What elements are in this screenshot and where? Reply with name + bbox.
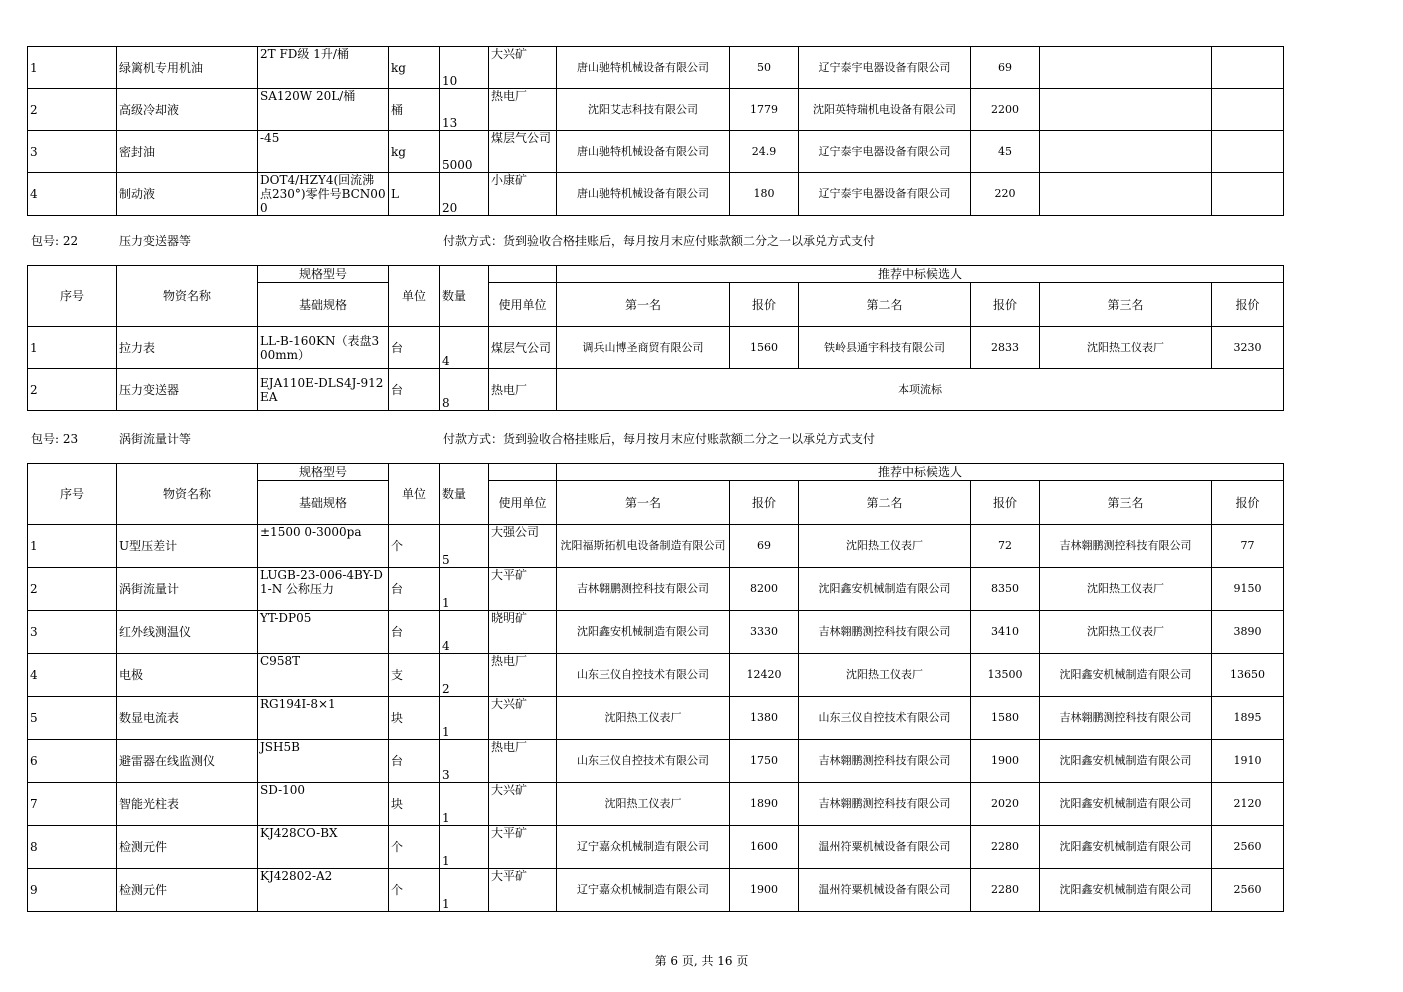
row-second: 沈阳英特瑞机电设备有限公司 xyxy=(799,89,971,131)
row-second: 沈阳鑫安机械制造有限公司 xyxy=(799,568,971,611)
row-price-3 xyxy=(1212,89,1284,131)
row-third: 吉林翱鹏测控科技有限公司 xyxy=(1040,697,1212,740)
header-no: 序号 xyxy=(28,266,117,327)
row-first: 辽宁嘉众机械制造有限公司 xyxy=(557,869,730,912)
row-no: 2 xyxy=(28,89,117,131)
row-spec: LUGB-23-006-4BY-D1-N 公称压力 xyxy=(258,568,389,611)
row-second: 铁岭县通宇科技有限公司 xyxy=(799,327,971,369)
row-user: 热电厂 xyxy=(489,654,557,697)
header-third: 第三名 xyxy=(1040,481,1212,525)
package-22-name: 压力变送器等 xyxy=(119,234,192,248)
row-no: 1 xyxy=(28,327,117,369)
row-first: 唐山驰特机械设备有限公司 xyxy=(557,47,730,89)
row-first: 唐山驰特机械设备有限公司 xyxy=(557,173,730,216)
row-second: 辽宁泰宇电器设备有限公司 xyxy=(799,47,971,89)
row-first: 沈阳福斯拓机电设备制造有限公司 xyxy=(557,525,730,568)
row-user: 热电厂 xyxy=(489,369,557,411)
row-price-3: 1895 xyxy=(1212,697,1284,740)
row-unit: 支 xyxy=(389,654,440,697)
header-no: 序号 xyxy=(28,464,117,525)
items-table-1 xyxy=(27,46,1284,216)
header-first: 第一名 xyxy=(557,481,730,525)
table-row xyxy=(28,611,1284,654)
row-first: 沈阳艾志科技有限公司 xyxy=(557,89,730,131)
row-third: 沈阳鑫安机械制造有限公司 xyxy=(1040,826,1212,869)
row-price-2: 72 xyxy=(971,525,1040,568)
row-second: 辽宁泰宇电器设备有限公司 xyxy=(799,131,971,173)
row-name: 高级冷却液 xyxy=(117,89,258,131)
header-price-1: 报价 xyxy=(730,481,799,525)
row-first: 辽宁嘉众机械制造有限公司 xyxy=(557,826,730,869)
row-merged-status: 本项流标 xyxy=(557,369,1284,411)
header-blank xyxy=(489,266,557,283)
row-unit: 台 xyxy=(389,568,440,611)
row-price-2: 45 xyxy=(971,131,1040,173)
row-qty: 2 xyxy=(440,654,489,697)
header-user: 使用单位 xyxy=(489,481,557,525)
row-qty: 5 xyxy=(440,525,489,568)
table-row xyxy=(28,89,1284,131)
row-spec: KJ42802-A2 xyxy=(258,869,389,912)
row-user: 大平矿 xyxy=(489,826,557,869)
header-price-3: 报价 xyxy=(1212,481,1284,525)
row-price-2: 1900 xyxy=(971,740,1040,783)
header-price-3: 报价 xyxy=(1212,283,1284,327)
row-third: 沈阳热工仪表厂 xyxy=(1040,327,1212,369)
row-user: 热电厂 xyxy=(489,740,557,783)
row-user: 煤层气公司 xyxy=(489,131,557,173)
row-price-1: 1600 xyxy=(730,826,799,869)
row-price-2: 2280 xyxy=(971,869,1040,912)
row-user: 晓明矿 xyxy=(489,611,557,654)
row-no: 4 xyxy=(28,654,117,697)
table-row xyxy=(28,783,1284,826)
row-spec: C958T xyxy=(258,654,389,697)
row-qty: 3 xyxy=(440,740,489,783)
row-price-2: 2280 xyxy=(971,826,1040,869)
row-price-3: 3230 xyxy=(1212,327,1284,369)
table-row xyxy=(28,568,1284,611)
row-price-2: 3410 xyxy=(971,611,1040,654)
row-name: U型压差计 xyxy=(117,525,258,568)
row-price-2: 2200 xyxy=(971,89,1040,131)
row-price-3: 9150 xyxy=(1212,568,1284,611)
row-second: 吉林翱鹏测控科技有限公司 xyxy=(799,783,971,826)
row-no: 9 xyxy=(28,869,117,912)
header-third: 第三名 xyxy=(1040,283,1212,327)
table-row xyxy=(28,654,1284,697)
row-spec: DOT4/HZY4(回流沸点230°)零件号BCN000 xyxy=(258,173,389,216)
table-row xyxy=(28,47,1284,89)
row-spec: -45 xyxy=(258,131,389,173)
row-qty: 13 xyxy=(440,89,489,131)
row-second: 温州符粟机械设备有限公司 xyxy=(799,869,971,912)
row-name: 检测元件 xyxy=(117,869,258,912)
row-second: 沈阳热工仪表厂 xyxy=(799,654,971,697)
row-qty: 20 xyxy=(440,173,489,216)
row-price-1: 1750 xyxy=(730,740,799,783)
header-spec-group: 规格型号 xyxy=(258,266,389,283)
row-no: 2 xyxy=(28,369,117,411)
table-row xyxy=(28,525,1284,568)
row-third xyxy=(1040,47,1212,89)
row-name: 拉力表 xyxy=(117,327,258,369)
row-price-1: 180 xyxy=(730,173,799,216)
row-unit: 个 xyxy=(389,869,440,912)
table-row xyxy=(28,740,1284,783)
row-unit: 块 xyxy=(389,783,440,826)
table-row xyxy=(28,869,1284,912)
header-candidates: 推荐中标候选人 xyxy=(557,464,1284,481)
table-row xyxy=(28,131,1284,173)
header-spec-group: 规格型号 xyxy=(258,464,389,481)
row-second: 温州符粟机械设备有限公司 xyxy=(799,826,971,869)
row-price-2: 1580 xyxy=(971,697,1040,740)
row-spec: LL-B-160KN（表盘300mm） xyxy=(258,327,389,369)
row-unit: 桶 xyxy=(389,89,440,131)
row-no: 8 xyxy=(28,826,117,869)
row-first: 唐山驰特机械设备有限公司 xyxy=(557,131,730,173)
row-name: 涡街流量计 xyxy=(117,568,258,611)
row-qty: 1 xyxy=(440,826,489,869)
row-price-2: 2833 xyxy=(971,327,1040,369)
row-qty: 1 xyxy=(440,697,489,740)
row-qty: 1 xyxy=(440,783,489,826)
package-23-payment: 付款方式：货到验收合格挂账后，每月按月末应付账款额二分之一以承兑方式支付 xyxy=(443,432,876,446)
row-name: 避雷器在线监测仪 xyxy=(117,740,258,783)
header-price-1: 报价 xyxy=(730,283,799,327)
row-price-1: 1900 xyxy=(730,869,799,912)
row-price-2: 2020 xyxy=(971,783,1040,826)
row-no: 3 xyxy=(28,611,117,654)
row-price-3: 13650 xyxy=(1212,654,1284,697)
row-qty: 10 xyxy=(440,47,489,89)
row-unit: 个 xyxy=(389,525,440,568)
row-first: 沈阳热工仪表厂 xyxy=(557,783,730,826)
row-unit: L xyxy=(389,173,440,216)
table-row xyxy=(28,173,1284,216)
row-price-1: 50 xyxy=(730,47,799,89)
header-unit: 单位 xyxy=(389,464,440,525)
row-price-1: 1560 xyxy=(730,327,799,369)
row-user: 大兴矿 xyxy=(489,47,557,89)
header-price-2: 报价 xyxy=(971,283,1040,327)
row-name: 压力变送器 xyxy=(117,369,258,411)
row-price-1: 8200 xyxy=(730,568,799,611)
row-no: 5 xyxy=(28,697,117,740)
row-third xyxy=(1040,173,1212,216)
header-qty: 数量 xyxy=(440,464,489,525)
row-third xyxy=(1040,89,1212,131)
row-first: 沈阳热工仪表厂 xyxy=(557,697,730,740)
row-price-3: 3890 xyxy=(1212,611,1284,654)
row-second: 山东三仪自控技术有限公司 xyxy=(799,697,971,740)
header-blank xyxy=(489,464,557,481)
table-row xyxy=(28,369,1284,411)
row-no: 3 xyxy=(28,131,117,173)
row-name: 智能光柱表 xyxy=(117,783,258,826)
row-unit: 台 xyxy=(389,327,440,369)
row-price-1: 1890 xyxy=(730,783,799,826)
header-price-2: 报价 xyxy=(971,481,1040,525)
row-price-3 xyxy=(1212,131,1284,173)
header-name: 物资名称 xyxy=(117,464,258,525)
row-qty: 8 xyxy=(440,369,489,411)
row-no: 1 xyxy=(28,525,117,568)
header-unit: 单位 xyxy=(389,266,440,327)
row-name: 红外线测温仪 xyxy=(117,611,258,654)
table-row xyxy=(28,826,1284,869)
row-first: 调兵山博圣商贸有限公司 xyxy=(557,327,730,369)
row-no: 2 xyxy=(28,568,117,611)
package-23-name: 涡街流量计等 xyxy=(119,432,192,446)
row-first: 山东三仪自控技术有限公司 xyxy=(557,740,730,783)
row-first: 沈阳鑫安机械制造有限公司 xyxy=(557,611,730,654)
row-third: 沈阳鑫安机械制造有限公司 xyxy=(1040,783,1212,826)
row-spec: YT-DP05 xyxy=(258,611,389,654)
row-user: 大强公司 xyxy=(489,525,557,568)
row-spec: SA120W 20L/桶 xyxy=(258,89,389,131)
row-price-2: 69 xyxy=(971,47,1040,89)
row-unit: 个 xyxy=(389,826,440,869)
row-no: 7 xyxy=(28,783,117,826)
row-name: 电极 xyxy=(117,654,258,697)
row-spec: KJ428CO-BX xyxy=(258,826,389,869)
items-table-2 xyxy=(27,265,1284,411)
row-price-1: 1380 xyxy=(730,697,799,740)
row-user: 大兴矿 xyxy=(489,783,557,826)
table-row xyxy=(28,327,1284,369)
header-second: 第二名 xyxy=(799,283,971,327)
header-second: 第二名 xyxy=(799,481,971,525)
row-user: 热电厂 xyxy=(489,89,557,131)
row-first: 山东三仪自控技术有限公司 xyxy=(557,654,730,697)
row-price-3: 1910 xyxy=(1212,740,1284,783)
header-name: 物资名称 xyxy=(117,266,258,327)
row-qty: 4 xyxy=(440,327,489,369)
row-third xyxy=(1040,131,1212,173)
row-qty: 1 xyxy=(440,869,489,912)
package-22-payment: 付款方式：货到验收合格挂账后，每月按月末应付账款额二分之一以承兑方式支付 xyxy=(443,234,876,248)
row-spec: RG194I-8×1 xyxy=(258,697,389,740)
row-price-2: 8350 xyxy=(971,568,1040,611)
row-unit: 块 xyxy=(389,697,440,740)
row-qty: 5000 xyxy=(440,131,489,173)
row-price-3: 2560 xyxy=(1212,869,1284,912)
row-unit: kg xyxy=(389,47,440,89)
row-name: 制动液 xyxy=(117,173,258,216)
package-22-label: 包号: 22 xyxy=(31,234,79,248)
row-no: 1 xyxy=(28,47,117,89)
row-qty: 4 xyxy=(440,611,489,654)
row-user: 大平矿 xyxy=(489,869,557,912)
page-footer: 第 6 页, 共 16 页 xyxy=(654,954,749,968)
row-price-3 xyxy=(1212,47,1284,89)
row-qty: 1 xyxy=(440,568,489,611)
row-first: 吉林翱鹏测控科技有限公司 xyxy=(557,568,730,611)
row-second: 辽宁泰宇电器设备有限公司 xyxy=(799,173,971,216)
header-candidates: 推荐中标候选人 xyxy=(557,266,1284,283)
row-third: 沈阳鑫安机械制造有限公司 xyxy=(1040,869,1212,912)
row-second: 吉林翱鹏测控科技有限公司 xyxy=(799,740,971,783)
header-qty: 数量 xyxy=(440,266,489,327)
row-price-3: 2120 xyxy=(1212,783,1284,826)
row-price-2: 220 xyxy=(971,173,1040,216)
table-row xyxy=(28,697,1284,740)
row-price-3 xyxy=(1212,173,1284,216)
row-name: 密封油 xyxy=(117,131,258,173)
header-user: 使用单位 xyxy=(489,283,557,327)
row-second: 沈阳热工仪表厂 xyxy=(799,525,971,568)
row-third: 吉林翱鹏测控科技有限公司 xyxy=(1040,525,1212,568)
row-spec: SD-100 xyxy=(258,783,389,826)
row-spec: ±1500 0-3000pa xyxy=(258,525,389,568)
row-second: 吉林翱鹏测控科技有限公司 xyxy=(799,611,971,654)
row-no: 4 xyxy=(28,173,117,216)
header-spec: 基础规格 xyxy=(258,481,389,525)
row-price-1: 3330 xyxy=(730,611,799,654)
row-user: 大平矿 xyxy=(489,568,557,611)
row-name: 绿篱机专用机油 xyxy=(117,47,258,89)
row-third: 沈阳热工仪表厂 xyxy=(1040,611,1212,654)
row-user: 大兴矿 xyxy=(489,697,557,740)
row-unit: 台 xyxy=(389,611,440,654)
row-price-1: 12420 xyxy=(730,654,799,697)
row-price-3: 2560 xyxy=(1212,826,1284,869)
row-price-1: 69 xyxy=(730,525,799,568)
row-name: 数显电流表 xyxy=(117,697,258,740)
row-third: 沈阳鑫安机械制造有限公司 xyxy=(1040,740,1212,783)
header-first: 第一名 xyxy=(557,283,730,327)
row-spec: 2T FD级 1升/桶 xyxy=(258,47,389,89)
row-user: 煤层气公司 xyxy=(489,327,557,369)
row-spec: JSH5B xyxy=(258,740,389,783)
package-23-label: 包号: 23 xyxy=(31,432,79,446)
row-price-2: 13500 xyxy=(971,654,1040,697)
row-unit: kg xyxy=(389,131,440,173)
row-unit: 台 xyxy=(389,369,440,411)
row-price-3: 77 xyxy=(1212,525,1284,568)
row-third: 沈阳热工仪表厂 xyxy=(1040,568,1212,611)
row-price-1: 1779 xyxy=(730,89,799,131)
row-price-1: 24.9 xyxy=(730,131,799,173)
header-spec: 基础规格 xyxy=(258,283,389,327)
row-unit: 台 xyxy=(389,740,440,783)
row-third: 沈阳鑫安机械制造有限公司 xyxy=(1040,654,1212,697)
row-user: 小康矿 xyxy=(489,173,557,216)
row-spec: EJA110E-DLS4J-912EA xyxy=(258,369,389,411)
row-no: 6 xyxy=(28,740,117,783)
row-name: 检测元件 xyxy=(117,826,258,869)
items-table-3 xyxy=(27,463,1284,912)
